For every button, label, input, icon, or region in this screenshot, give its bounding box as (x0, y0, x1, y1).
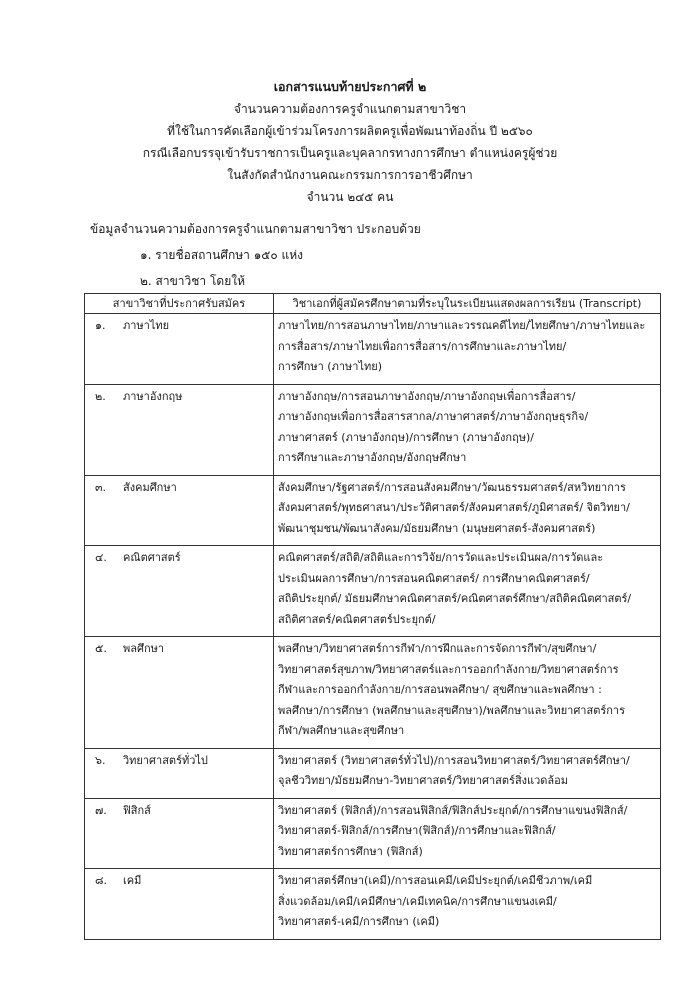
header-line-4: ในสังกัดสำนักงานคณะกรรมการการอาชีวศึกษา (227, 168, 473, 182)
major-line: ภาษาศาสตร์ (ภาษาอังกฤษ)/การศึกษา (ภาษาอังกฤษ)/ (278, 430, 534, 444)
table-row (85, 314, 661, 385)
table-row (85, 798, 661, 869)
intro-item-1: ๑. รายชื่อสถานศึกษา ๑๕๐ แห่ง (140, 248, 304, 262)
column-header-majors: วิชาเอกที่ผู้สมัครศึกษาตามที่ระบุในระเบียนแสดงผลการเรียน (Transcript) (274, 294, 661, 314)
major-line: วิทยาศาสตร์สุขภาพ/วิทยาศาสตร์และการออกกำลังกาย/วิทยาศาสตร์การ (278, 662, 619, 676)
document-title: เอกสารแนบท้ายประกาศที่ ๒ (273, 79, 427, 94)
header-line-2: ที่ใช้ในการคัดเลือกผู้เข้าร่วมโครงการผลิตครูเพื่อพัฒนาท้องถิ่น ปี ๒๕๖๐ (167, 124, 533, 138)
subject-name: ภาษาอังกฤษ (123, 389, 183, 403)
major-line: วิทยาศาสตร์การศึกษา (ฟิสิกส์) (278, 844, 423, 858)
subject-name: เคมี (123, 874, 142, 887)
subject-cell (85, 546, 274, 637)
major-line: ภาษาอังกฤษ/การสอนภาษาอังกฤษ/ภาษาอังกฤษเพื่อการสื่อสาร/ (278, 389, 576, 403)
majors-cell (274, 637, 661, 749)
major-line: วิทยาศาสตร์-ฟิสิกส์/การศึกษา(ฟิสิกส์)/การศึกษาและฟิสิกส์/ (278, 824, 556, 837)
major-line: พลศึกษา/วิทยาศาสตร์การกีฬา/การฝึกและการจัดการกีฬา/สุขศึกษา/ (278, 642, 597, 655)
subject-cell (85, 748, 274, 798)
majors-cell (274, 748, 661, 798)
major-line: พลศึกษา/การศึกษา (พลศึกษาและสุขศึกษา)/พลศึกษาและวิทยาศาสตร์การ (278, 703, 625, 717)
table-row (85, 546, 661, 637)
table-row (85, 748, 661, 798)
major-line: พัฒนาชุมชน/พัฒนาสังคม/มัธยมศึกษา (มนุษยศาสตร์-สังคมศาสตร์) (278, 521, 596, 535)
major-line: การศึกษา (ภาษาไทย) (278, 360, 382, 373)
subject-name: ฟิสิกส์ (123, 803, 151, 817)
major-line: คณิตศาสตร์/สถิติ/สถิติและการวิจัย/การวัดและประเมินผล/การวัดและ (278, 551, 604, 564)
subject-requirements-table (84, 293, 661, 940)
subject-name: วิทยาศาสตร์ทั่วไป (123, 753, 208, 767)
subject-name: สังคมศึกษา (123, 480, 177, 494)
table-row (85, 384, 661, 475)
major-line: วิทยาศาสตร์-เคมี/การศึกษา (เคมี) (278, 915, 440, 928)
header-line-1: จำนวนความต้องการครูจำแนกตามสาขาวิชา (233, 102, 467, 116)
majors-cell (274, 384, 661, 475)
major-line: สังคมศาสตร์/พุทธศาสนา/ประวัติศาสตร์/สังคมศาสตร์/ภูมิศาสตร์/ จิตวิทยา/ (278, 501, 630, 514)
major-line: ภาษาอังกฤษเพื่อการสื่อสารสากล/ภาษาศาสตร์/ภาษาอังกฤษธุรกิจ/ (278, 410, 589, 423)
majors-cell (274, 869, 661, 940)
row-number: ๓. (95, 480, 107, 494)
major-line: สถิติประยุกต์/ มัธยมศึกษาคณิตศาสตร์/คณิตศาสตร์ศึกษา/สถิติคณิตศาสตร์/ (278, 592, 632, 605)
row-number: ๗. (95, 803, 107, 817)
row-number: ๒. (95, 389, 106, 403)
table-body (85, 314, 661, 940)
row-number: ๖. (95, 753, 106, 767)
subject-cell (85, 475, 274, 546)
majors-cell (274, 475, 661, 546)
subject-cell (85, 869, 274, 940)
major-line: สังคมศึกษา/รัฐศาสตร์/การสอนสังคมศึกษา/วัฒนธรรมศาสตร์/สหวิทยาการ (278, 480, 626, 494)
row-number: ๑. (95, 319, 106, 332)
row-number: ๘. (95, 874, 107, 887)
major-line: การสื่อสาร/ภาษาไทยเพื่อการสื่อสาร/การศึกษาและภาษาไทย/ (278, 339, 567, 353)
major-line: การศึกษาและภาษาอังกฤษ/อังกฤษศึกษา (278, 451, 467, 464)
major-line: วิทยาศาสตร์ (ฟิสิกส์)/การสอนฟิสิกส์/ฟิสิกส์ประยุกต์/การศึกษาแขนงฟิสิกส์/ (278, 803, 628, 817)
majors-cell (274, 546, 661, 637)
document-header (0, 76, 700, 208)
subject-cell (85, 637, 274, 749)
major-line: สถิติศาสตร์/คณิตศาสตร์ประยุกต์/ (278, 612, 436, 626)
subject-cell (85, 314, 274, 385)
table-header-row (85, 294, 661, 314)
major-line: สิ่งแวดล้อม/เคมี/เคมีศึกษา/เคมีเทคนิค/การศึกษาแขนงเคมี/ (278, 894, 557, 908)
major-line: จุลชีววิทยา/มัธยมศึกษา-วิทยาศาสตร์/วิทยาศาสตร์สิ่งแวดล้อม (278, 774, 569, 787)
majors-cell (274, 798, 661, 869)
major-line: กีฬาและการออกกำลังกาย/การสอนพลศึกษา/ สุขศึกษาและพลศึกษา : (278, 683, 602, 696)
subject-name: พลศึกษา (123, 642, 165, 655)
major-line: วิทยาศาสตร์ (วิทยาศาสตร์ทั่วไป)/การสอนวิทยาศาสตร์/วิทยาศาสตร์ศึกษา/ (278, 753, 630, 767)
intro-text: ข้อมูลจำนวนความต้องการครูจำแนกตามสาขาวิชา ประกอบด้วย (90, 222, 421, 236)
subject-cell (85, 798, 274, 869)
subject-cell (85, 384, 274, 475)
major-line: ภาษาไทย/การสอนภาษาไทย/ภาษาและวรรณคดีไทย/ไทยศึกษา/ภาษาไทยและ (278, 319, 646, 332)
subject-name: คณิตศาสตร์ (123, 551, 181, 564)
table-row (85, 637, 661, 749)
row-number: ๔. (95, 551, 107, 564)
table-row (85, 475, 661, 546)
intro-item-2: ๒. สาขาวิชา โดยให้ (140, 274, 246, 288)
majors-cell (274, 314, 661, 385)
header-line-5: จำนวน ๒๔๕ คน (306, 190, 394, 204)
table-row (85, 869, 661, 940)
subject-name: ภาษาไทย (123, 319, 170, 332)
header-line-3: กรณีเลือกบรรจุเข้ารับราชการเป็นครูและบุคลากรทางการศึกษา ตำแหน่งครูผู้ช่วย (142, 146, 558, 160)
major-line: ประเมินผลการศึกษา/การสอนคณิตศาสตร์/ การศึกษาคณิตศาสตร์/ (278, 571, 590, 585)
column-header-subject: สาขาวิชาที่ประกาศรับสมัคร (85, 294, 274, 314)
major-line: กีฬา/พลศึกษาและสุขศึกษา (278, 724, 405, 737)
major-line: วิทยาศาสตร์ศึกษา(เคมี)/การสอนเคมี/เคมีประยุกต์/เคมีชีวภาพ/เคมี (278, 874, 593, 887)
intro-section (90, 216, 650, 294)
row-number: ๕. (95, 642, 107, 655)
